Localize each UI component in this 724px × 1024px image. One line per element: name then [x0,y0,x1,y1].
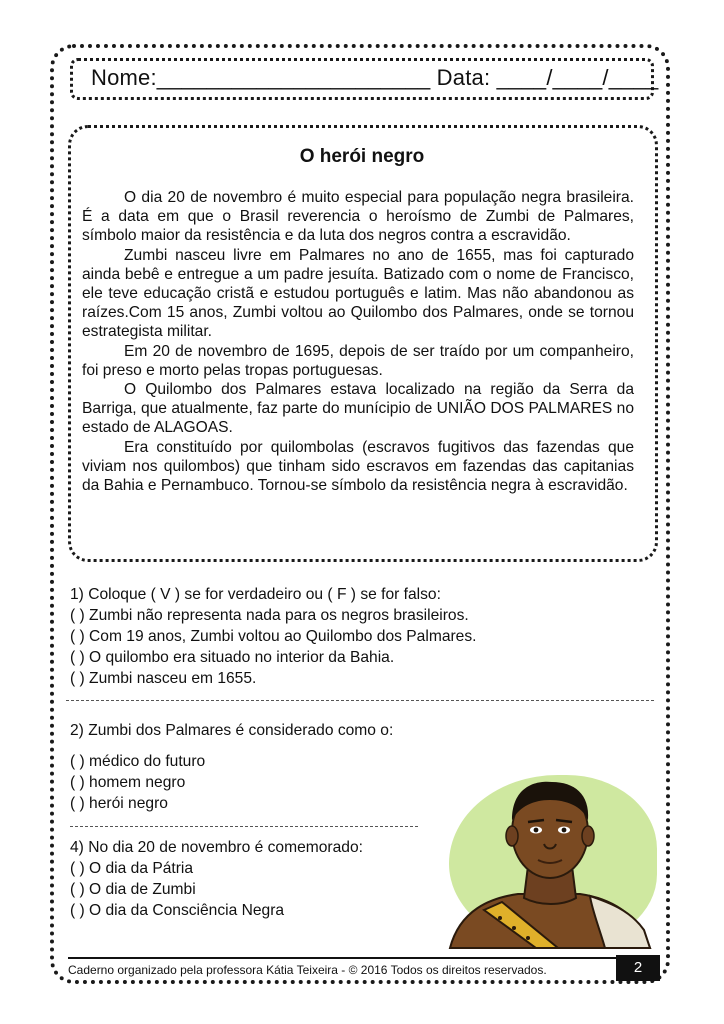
reading-text [82,188,634,495]
answer-option[interactable]: ( ) O dia da Pátria [70,860,194,877]
paragraph: Era constituído por quilombolas (escravos fugitivos das fazendas que viviam nos quilombos) que tinham sido escravos em fazendas das capitanias da Bahia e Pernambuco. Tornou-se símbolo da resistência negra à escravidão. [82,438,634,495]
answer-option[interactable]: ( ) médico do futuro [70,753,206,770]
answer-option[interactable]: ( ) O quilombo era situado no interior da Bahia. [70,649,395,666]
section-divider [70,826,418,827]
reading-title: O herói negro [299,146,425,167]
paragraph: O dia 20 de novembro é muito especial para população negra brasileira. É a data em que o Brasil reverencia o heroísmo de Zumbi de Palmares, símbolo maior da resistência e da luta dos negros contra a escravidão. [82,189,634,245]
name-date-box [70,58,659,100]
question-prompt: 1) Coloque ( V ) se for verdadeiro ou ( F ) se for falso: [70,586,441,603]
question-2 [70,720,393,814]
section-divider [66,700,654,701]
name-date-line: Nome:______________________ Data: ____/____/____ [91,65,659,90]
answer-option[interactable]: ( ) herói negro [70,795,168,812]
zumbi-portrait-illustration [440,770,660,950]
answer-option[interactable]: ( ) O dia de Zumbi [70,881,196,898]
question-prompt: 4) No dia 20 de novembro é comemorado: [70,839,363,856]
answer-option[interactable]: ( ) O dia da Consciência Negra [70,902,285,919]
footer-credit: Caderno organizado pela professora Kátia Teixeira - © 2016 Todos os direitos reservados. [68,957,616,977]
answer-option[interactable]: ( ) Com 19 anos, Zumbi voltou ao Quilombo dos Palmares. [70,628,477,645]
answer-option[interactable]: ( ) Zumbi não representa nada para os negros brasileiros. [70,607,469,624]
paragraph: Em 20 de novembro de 1695, depois de ser traído por um companheiro, foi preso e morto pelas tropas portuguesas. [82,342,634,379]
page-number: 2 [616,955,660,981]
question-4 [70,837,363,921]
question-prompt: 2) Zumbi dos Palmares é considerado como o: [70,722,394,739]
question-1 [70,584,476,689]
paragraph: O Quilombo dos Palmares estava localizado na região da Serra da Barriga, que atualmente, faz parte do munícipio de UNIÃO DOS PALMARES no estado de ALAGOAS. [82,381,634,437]
answer-option[interactable]: ( ) Zumbi nasceu em 1655. [70,670,257,687]
answer-option[interactable]: ( ) homem negro [70,774,186,791]
paragraph: Zumbi nasceu livre em Palmares no ano de 1655, mas foi capturado ainda bebê e entregue a um padre jesuíta. Batizado com o nome de Francisco, ele teve educação cristã e estudou português e latim. Mas não abandonou as raízes.Com 15 anos, Zumbi voltou ao Quilombo dos Palmares, onde se tornou estrategista militar. [82,246,634,341]
